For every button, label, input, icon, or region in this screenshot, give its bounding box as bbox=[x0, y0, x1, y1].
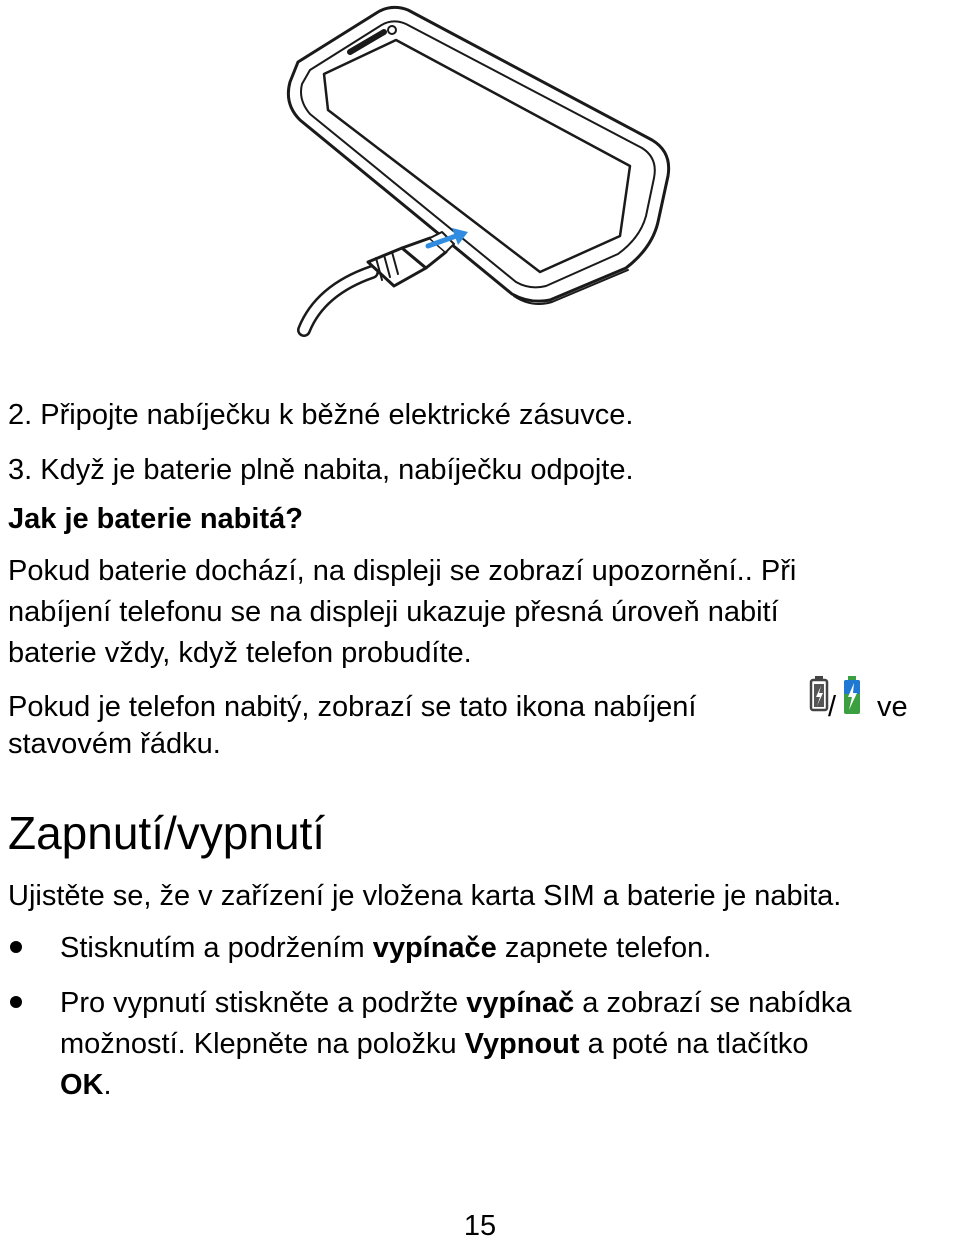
battery-question-heading: Jak je baterie nabitá? bbox=[8, 503, 303, 535]
battery-paragraph-line-3: baterie vždy, když telefon probudíte. bbox=[8, 637, 472, 669]
step-3: 3. Když je baterie plně nabita, nabíječku odpojte. bbox=[8, 454, 634, 486]
battery-paragraph-line-1: Pokud baterie dochází, na displeji se zobrazí upozornění.. Při bbox=[8, 555, 797, 587]
power-key-term: vypínač bbox=[466, 987, 575, 1019]
bullet-2-line-2: možností. Klepněte na položku Vypnout a poté na tlačítko bbox=[60, 1028, 809, 1060]
battery-charging-gray-icon bbox=[811, 676, 827, 710]
charging-icon-sentence-line-2: stavovém řádku. bbox=[8, 728, 221, 760]
page-number: 15 bbox=[463, 1210, 497, 1242]
bullet-dot bbox=[10, 996, 22, 1008]
battery-paragraph-line-2: nabíjení telefonu se na displeji ukazuje přesná úroveň nabití bbox=[8, 596, 779, 628]
ok-button-term: OK bbox=[60, 1069, 104, 1101]
bullet-2-line-3: OK. bbox=[60, 1069, 112, 1101]
bullet-1-text: Stisknutím a podržením vypínače zapnete telefon. bbox=[60, 932, 712, 964]
phone-screen bbox=[324, 40, 630, 272]
phone-charger-illustration bbox=[280, 0, 680, 340]
battery-charging-full-icon bbox=[844, 676, 860, 714]
power-section-heading: Zapnutí/vypnutí bbox=[8, 807, 326, 859]
charging-icon-sentence-end: ve bbox=[877, 691, 908, 723]
power-off-option: Vypnout bbox=[464, 1028, 580, 1060]
power-key-term: vypínače bbox=[372, 932, 497, 964]
charging-icon-sentence-start: Pokud je telefon nabitý, zobrazí se tato ikona nabíjení bbox=[8, 691, 697, 723]
bullet-dot bbox=[10, 941, 22, 953]
step-2: 2. Připojte nabíječku k běžné elektrické zásuvce. bbox=[8, 399, 634, 431]
icon-separator: / bbox=[828, 691, 837, 723]
power-intro: Ujistěte se, že v zařízení je vložena karta SIM a baterie je nabita. bbox=[8, 880, 842, 912]
bullet-2-line-1: Pro vypnutí stiskněte a podržte vypínač a zobrazí se nabídka bbox=[60, 987, 852, 1019]
